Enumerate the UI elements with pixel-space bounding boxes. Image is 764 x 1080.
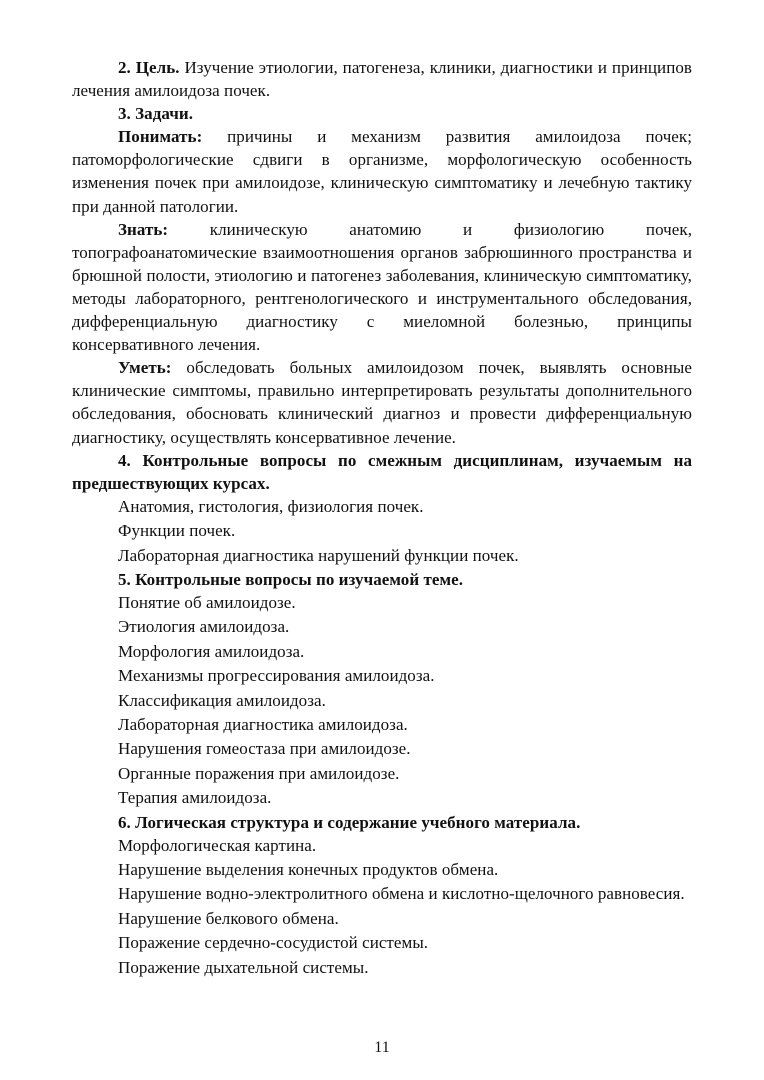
understand-paragraph [72,125,692,217]
section4-heading: 4. Контрольные вопросы по смежным дисциплинам, изучаемым на предшествующих курсах. [72,450,692,493]
section6-heading: 6. Логическая структура и содержание учебного материала. [118,812,581,832]
list-item: Анатомия, гистология, физиология почек. [118,496,424,516]
list-item: Терапия амилоидоза. [118,788,272,808]
section4-list [72,495,692,567]
goal-text: Изучение этиологии, патогенеза, клиники, диагностики и принципов лечения амилоидоза почек. [72,58,692,101]
list-item: Этиология амилоидоза. [118,617,290,637]
list-item: Механизмы прогрессирования амилоидоза. [118,666,435,686]
page-number: 11 [374,1039,390,1056]
able-label: Уметь: [118,358,172,378]
document-page [72,56,692,980]
list-item: Лабораторная диагностика нарушений функции почек. [118,545,519,565]
able-paragraph [72,356,692,448]
tasks-heading: 3. Задачи. [118,104,194,124]
able-text: обследовать больных амилоидозом почек, выявлять основные клинические симптомы, правильно интерпретировать результаты дополнительного обследования, обосновать клинический диагноз и провести дифференциальную диагностику, осуществлять консервативное лечение. [72,358,692,447]
list-item: Органные поражения при амилоидозе. [118,763,400,783]
list-item: Нарушения гомеостаза при амилоидозе. [118,739,411,759]
goal-paragraph [72,56,692,102]
understand-label: Понимать: [118,127,203,147]
know-paragraph [72,218,692,357]
goal-label: 2. Цель. [118,58,180,77]
section5-list [72,591,692,809]
list-item: Поражение сердечно-сосудистой системы. [118,933,429,953]
understand-text: причины и механизм развития амилоидоза почек; патоморфологические сдвиги в организме, морфологическую особенность изменения почек при амилоидозе, клиническую симптоматику и лечебную тактику при данной патологии. [72,127,692,216]
list-item: Понятие об амилоидозе. [118,593,296,613]
list-item: Морфология амилоидоза. [118,641,305,661]
section6-list [72,834,692,979]
list-item: Лабораторная диагностика амилоидоза. [118,715,408,734]
list-item: Поражение дыхательной системы. [118,957,369,977]
list-item: Нарушение белкового обмена. [118,908,339,928]
section5-heading: 5. Контрольные вопросы по изучаемой теме. [118,569,464,589]
list-item: Морфологическая картина. [118,835,317,855]
list-item: Функции почек. [118,521,236,541]
list-item: Нарушение выделения конечных продуктов обмена. [118,860,499,880]
know-label: Знать: [118,219,169,239]
list-item: Нарушение водно-электролитного обмена и кислотно-щелочного равновесия. [118,884,685,904]
list-item: Классификация амилоидоза. [118,690,326,710]
know-text: клиническую анатомию и физиологию почек, топографоанатомические взаимоотношения органов забрюшинного пространства и брюшной полости, этиологию и патогенез заболевания, клиническую симптоматику, методы лабораторного, рентгенологического и инструментального обследования, дифференциальную диагностику с миеломной болезнью, принципы консервативного лечения. [72,219,692,355]
